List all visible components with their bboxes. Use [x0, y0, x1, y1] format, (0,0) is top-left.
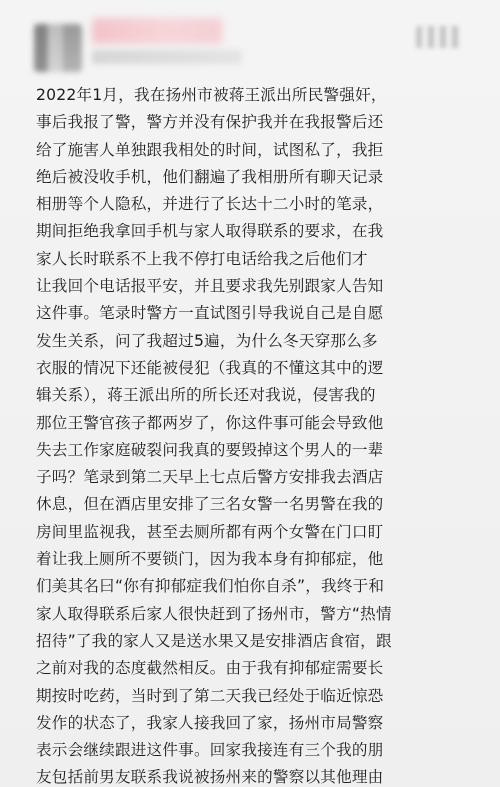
post-line: 们美其名曰“你有抑郁症我们怕你自杀”，我终于和 [36, 577, 385, 596]
post-line: 子吗？笔录到第二天早上七点后警方安排我去酒店 [36, 468, 384, 487]
post-line: 绝后被没收手机，他们翻遍了我相册所有聊天记录 [36, 167, 384, 186]
post-line: 友包括前男友联系我说被扬州来的警察以其他理由 [36, 768, 384, 787]
post-line: 着让我上厕所不要锁门，因为我本身有抑郁症，他 [36, 550, 384, 569]
post-meta-blurred [92, 50, 242, 64]
post-line: 期间拒绝我拿回手机与家人取得联系的要求，在我 [36, 222, 384, 241]
post-line: 房间里监视我，甚至去厕所都有两个女警在门口盯 [36, 522, 384, 541]
post-line: 这件事。笔录时警方一直试图引导我说自己是自愿 [36, 304, 384, 323]
post-line: 让我回个电话报平安，并且要求我先别跟家人告知 [36, 277, 384, 296]
post-body [36, 82, 454, 787]
post-line: 相册等个人隐私，并进行了长达十二小时的笔录， [36, 195, 384, 214]
post-line: 衣服的情况下还能被侵犯（我真的不懂这其中的逻 [36, 358, 384, 377]
post-line: 休息，但在酒店里安排了三名女警一名男警在我的 [36, 495, 384, 514]
post-line: 发生关系，问了我超过5遍，为什么冬天穿那么多 [36, 331, 378, 350]
post-line: 失去工作家庭破裂问我真的要毁掉这个男人的一辈 [36, 440, 384, 459]
avatar[interactable] [34, 24, 82, 72]
post-line: 期按时吃药，当时到了第二天我已经处于临近惊恐 [36, 686, 384, 705]
post-line: 辑关系），蒋王派出所的所长还对我说，侵害我的 [36, 386, 376, 405]
post-header [0, 0, 500, 78]
post-line: 2022年1月，我在扬州市被蒋王派出所民警强奸， [36, 86, 387, 104]
post-line: 之前对我的态度截然相反。由于我有抑郁症需要长 [36, 659, 384, 678]
post-line: 发作的状态了，我家人接我回了家，扬州市局警察 [36, 713, 384, 732]
post-line: 家人取得联系后家人很快赶到了扬州市，警方“热情 [36, 604, 392, 623]
post-line: 表示会继续跟进这件事。回家我接连有三个我的朋 [36, 741, 384, 760]
post-line: 给了施害人单独跟我相处的时间，试图私了，我拒 [36, 140, 384, 159]
username-blurred[interactable] [92, 18, 222, 44]
post-line: 事后我报了警，警方并没有保护我并在我报警后还 [36, 113, 384, 132]
post-line: 家人长时联系不上我不停打电话给我之后他们才 [36, 249, 368, 268]
post-line: 那位王警官孩子都两岁了，你这件事可能会导致他 [36, 413, 384, 432]
post-line: 招待”了我的家人又是送水果又是安排酒店食宿，跟 [36, 631, 392, 650]
more-options-icon[interactable] [416, 26, 460, 48]
